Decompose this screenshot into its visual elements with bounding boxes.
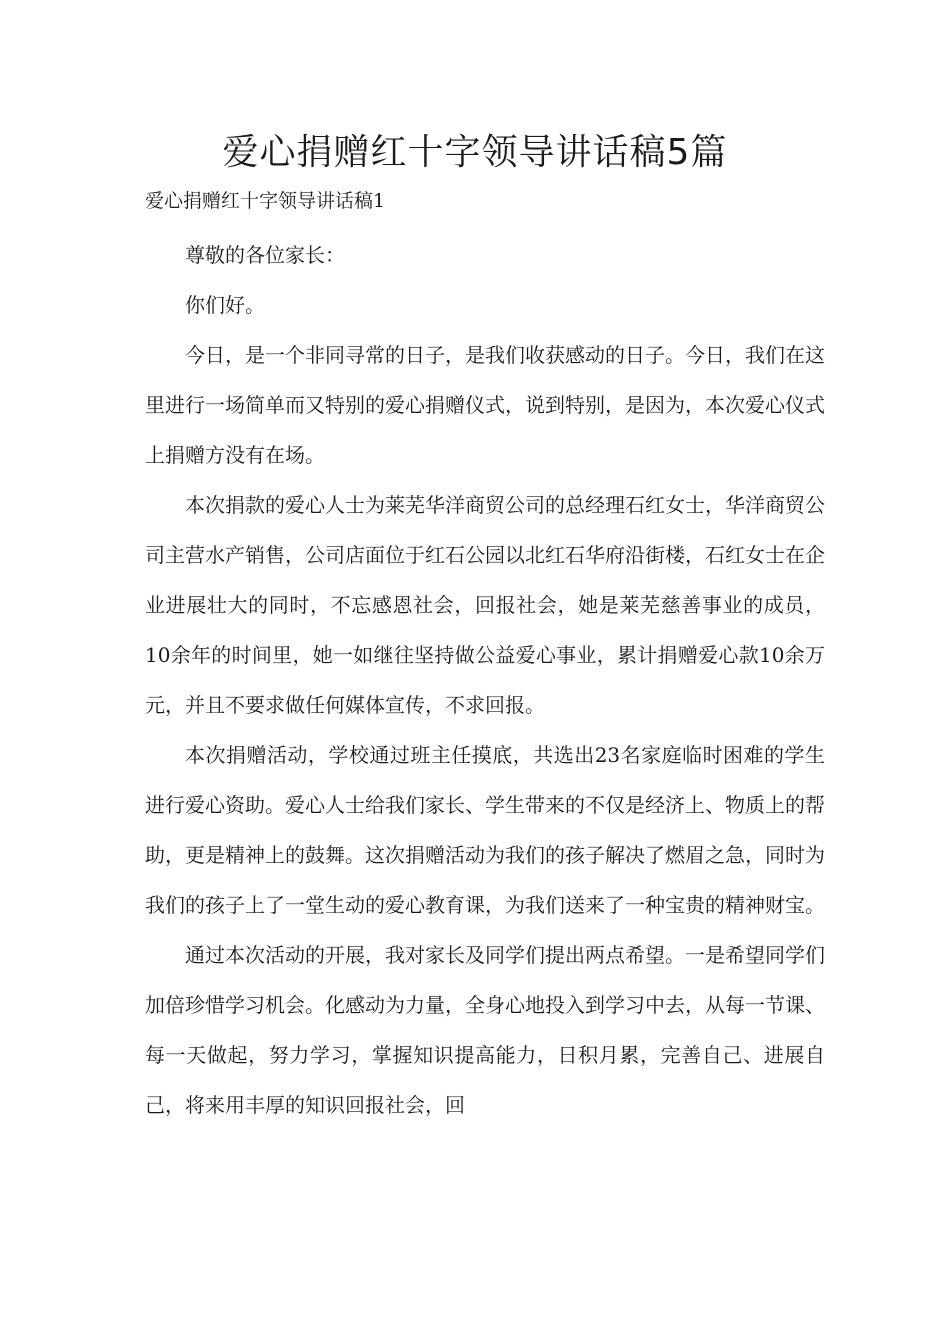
document-title: 爱心捐赠红十字领导讲话稿5篇 (222, 132, 728, 173)
paragraph: 本次捐赠活动，学校通过班主任摸底，共选出23名家庭临时困难的学生进行爱心资助。爱心人士给我们家长、学生带来的不仅是经济上、物质上的帮助，更是精神上的鼓舞。这次捐赠活动为我们的孩子解决了燃眉之急，同时为我们的孩子上了一堂生动的爱心教育课，为我们送来了一种宝贵的精神财宝。 (145, 743, 825, 917)
paragraph: 通过本次活动的开展，我对家长及同学们提出两点希望。一是希望同学们加倍珍惜学习机会。化感动为力量，全身心地投入到学习中去，从每一节课、每一天做起，努力学习，掌握知识提高能力，日积月累，完善自己、进展自己，将来用丰厚的知识回报社会，回 (145, 943, 825, 1117)
paragraph: 本次捐款的爱心人士为莱芜华洋商贸公司的总经理石红女士，华洋商贸公司主营水产销售，公司店面位于红石公园以北红石华府沿街楼，石红女士在企业进展壮大的同时，不忘感恩社会，回报社会，她是莱芜慈善事业的成员，10余年的时间里，她一如继往坚持做公益爱心事业，累计捐赠爱心款10余万元，并且不要求做任何媒体宣传，不求回报。 (145, 493, 825, 717)
paragraph: 今日，是一个非同寻常的日子，是我们收获感动的日子。今日，我们在这里进行一场简单而又特别的爱心捐赠仪式，说到特别，是因为，本次爱心仪式上捐赠方没有在场。 (145, 343, 825, 467)
document-body (145, 230, 825, 1130)
document-subtitle: 爱心捐赠红十字领导讲话稿1 (145, 190, 386, 212)
greeting: 你们好。 (185, 293, 265, 317)
salutation: 尊敬的各位家长： (185, 243, 345, 267)
